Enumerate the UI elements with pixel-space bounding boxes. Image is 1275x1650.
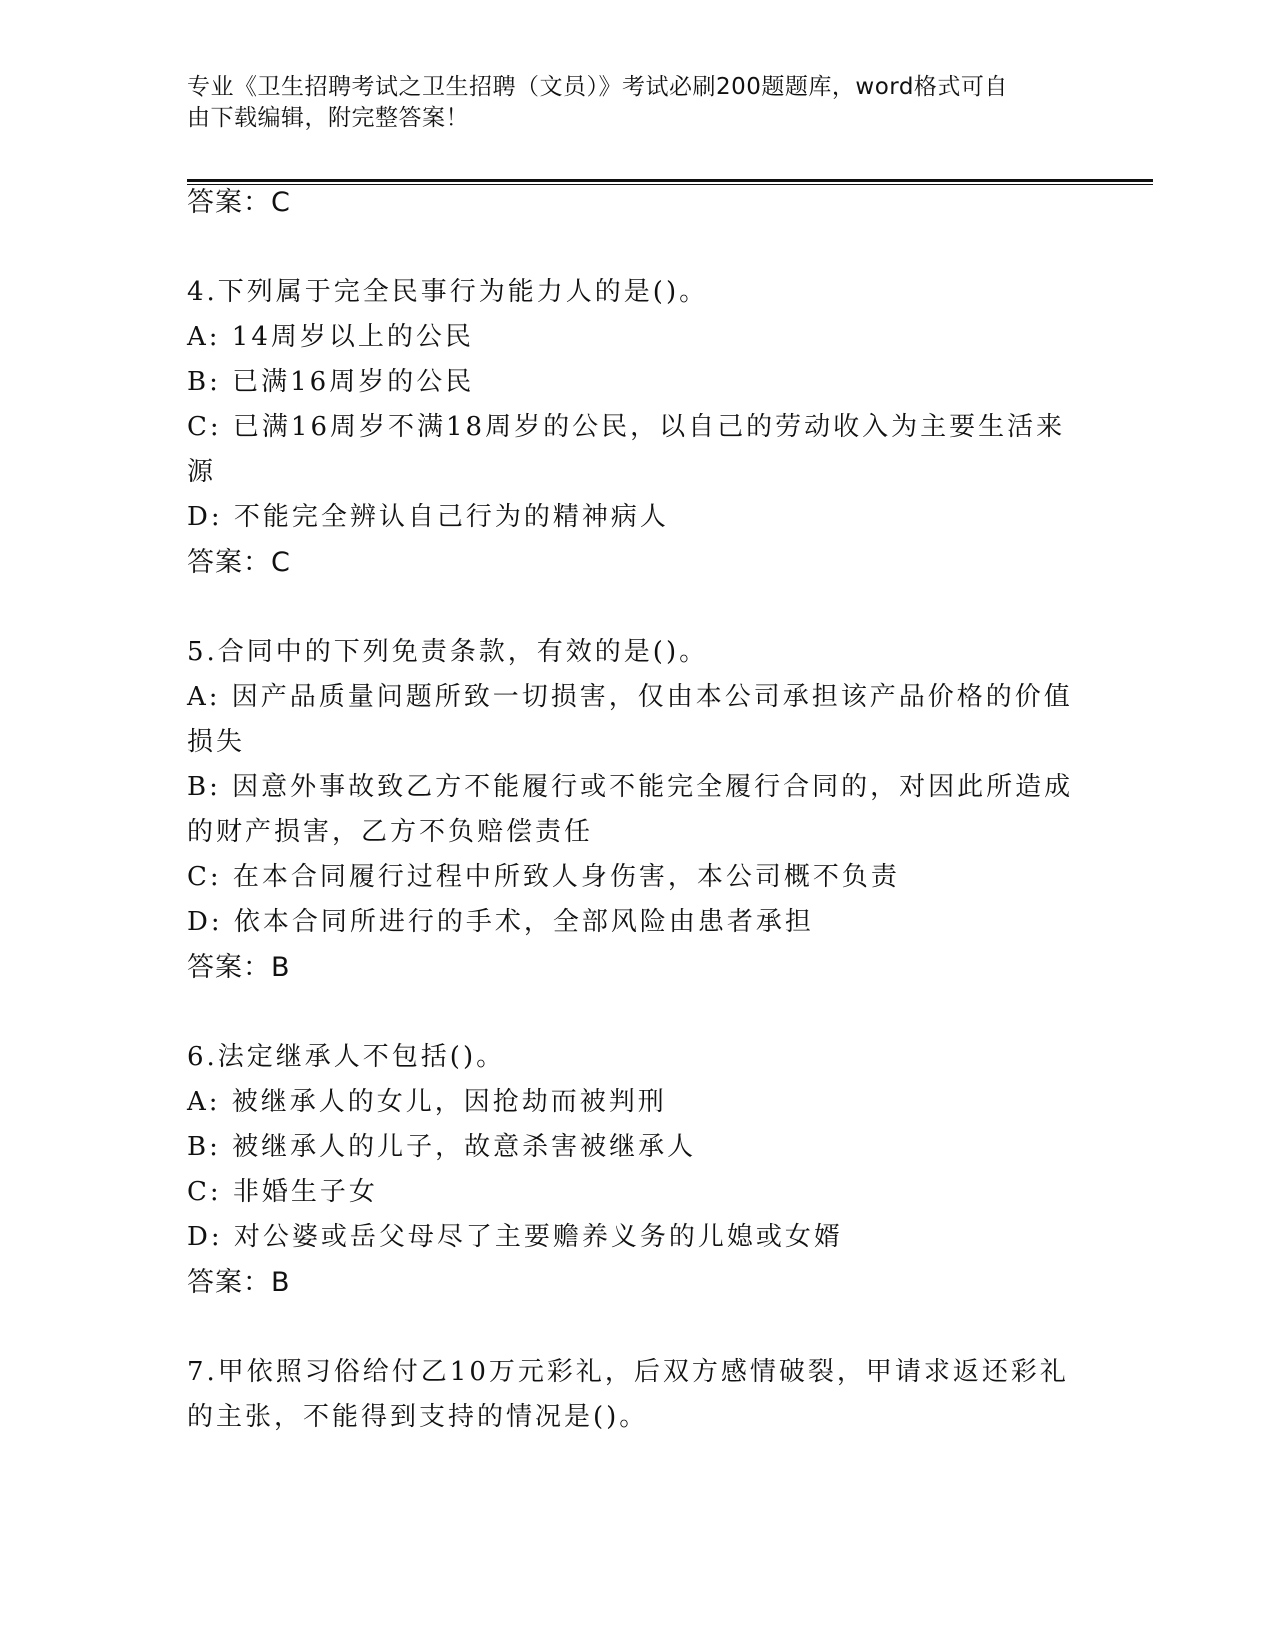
- question-4-answer: 答案：C: [187, 547, 291, 578]
- question-6-stem: 6.法定继承人不包括()。: [187, 1042, 506, 1072]
- question-5-stem: 5.合同中的下列免责条款，有效的是()。: [187, 637, 709, 667]
- question-6-answer: 答案：B: [187, 1267, 291, 1298]
- question-5-option-d: D: 依本合同所进行的手术，全部风险由患者承担: [187, 907, 814, 937]
- question-5-option-c: C: 在本合同履行过程中所致人身伤害，本公司概不负责: [187, 862, 900, 892]
- question-7: [187, 1350, 1087, 1440]
- question-7-stem-line-1: 7.甲依照习俗给付乙10万元彩礼，后双方感情破裂，甲请求返还彩礼: [187, 1357, 1069, 1387]
- header-title-line-2: 由下载编辑，附完整答案！: [187, 105, 469, 131]
- question-6-option-b: B: 被继承人的儿子，故意杀害被继承人: [187, 1132, 697, 1162]
- question-6-option-a: A: 被继承人的女儿，因抢劫而被判刑: [187, 1087, 667, 1117]
- question-5-answer: 答案：B: [187, 952, 291, 983]
- header-title-line-1: 专业《卫生招聘考试之卫生招聘（文员）》考试必刷200题题库，word格式可自: [187, 74, 1008, 100]
- document-body: [187, 180, 1087, 1440]
- question-6-option-c: C: 非婚生子女: [187, 1177, 378, 1207]
- question-4-option-c-line-2: 源: [187, 457, 217, 487]
- question-5-option-a-line-2: 损失: [187, 727, 246, 757]
- question-6-option-d: D: 对公婆或岳父母尽了主要赡养义务的儿媳或女婿: [187, 1222, 843, 1252]
- question-4: [187, 270, 1087, 585]
- question-4-option-a: A: 14周岁以上的公民: [187, 322, 474, 352]
- question-4-stem: 4.下列属于完全民事行为能力人的是()。: [187, 277, 709, 307]
- question-4-option-c-line-1: C: 已满16周岁不满18周岁的公民，以自己的劳动收入为主要生活来: [187, 412, 1066, 442]
- question-5: [187, 630, 1087, 990]
- question-5-option-a-line-1: A: 因产品质量问题所致一切损害，仅由本公司承担该产品价格的价值: [187, 682, 1073, 712]
- question-5-option-b-line-1: B: 因意外事故致乙方不能履行或不能完全履行合同的，对因此所造成: [187, 772, 1074, 802]
- question-6: [187, 1035, 1087, 1305]
- question-5-option-b-line-2: 的财产损害，乙方不负赔偿责任: [187, 817, 594, 847]
- answer-top: 答案：C: [187, 187, 291, 218]
- question-4-option-d: D: 不能完全辨认自己行为的精神病人: [187, 502, 669, 532]
- question-7-stem-line-2: 的主张，不能得到支持的情况是()。: [187, 1402, 649, 1432]
- question-4-option-b: B: 已满16周岁的公民: [187, 367, 475, 397]
- document-header: [187, 72, 1067, 134]
